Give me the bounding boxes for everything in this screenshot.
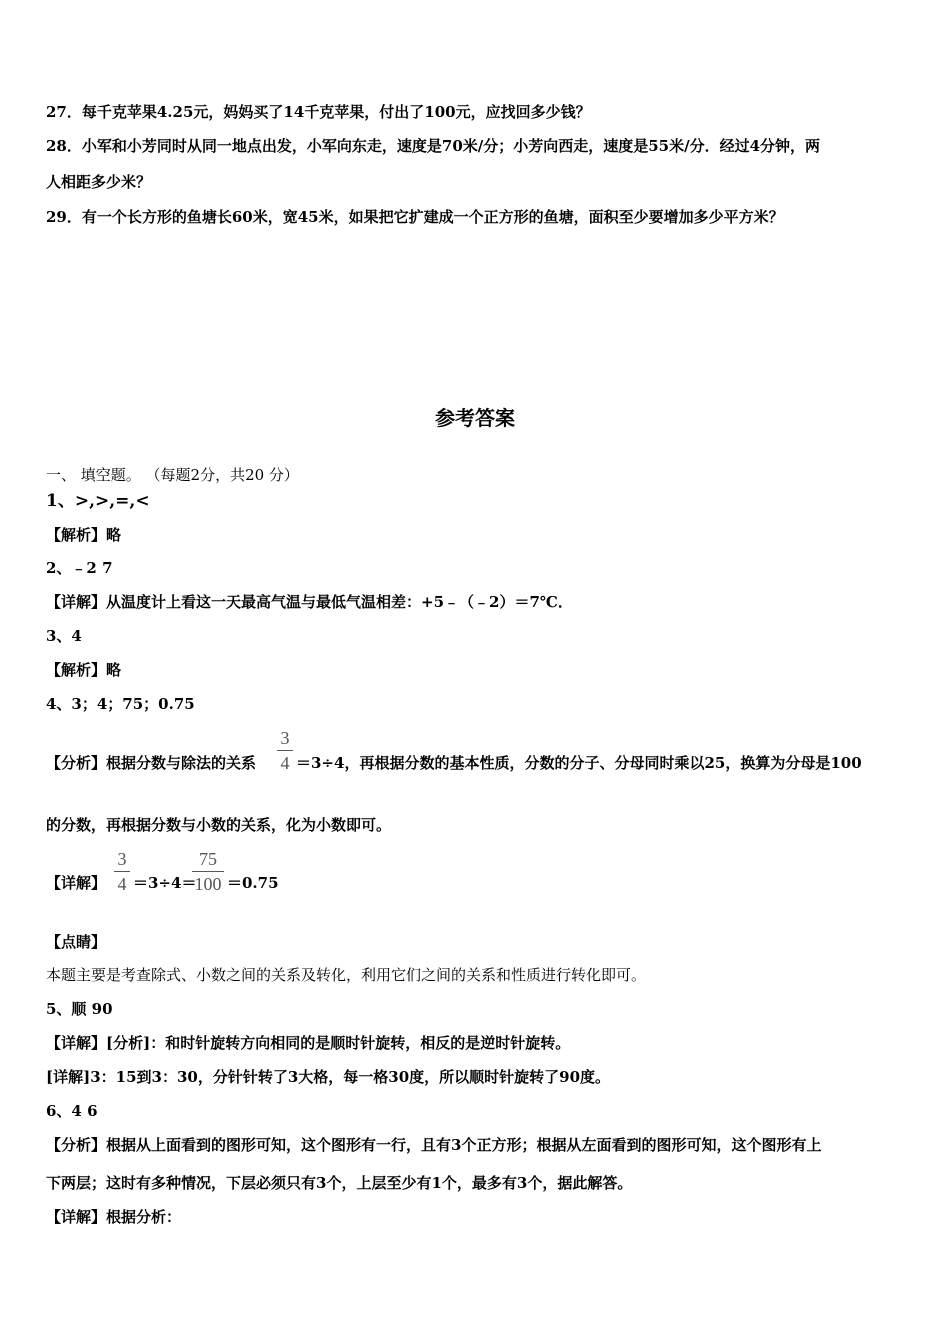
fraction-numerator: 3	[117, 849, 127, 869]
question-28: 28．小军和小芳同时从同一地点出发，小军向东走，速度是70米/分；小芳向西走，速度是55米/分．经过4分钟，两	[46, 137, 821, 155]
answer-6-analysis-1: 【分析】根据从上面看到的图形可知，这个图形有一行，且有3个正方形；根据从左面看到的图形可知，这个图形有上	[46, 1136, 822, 1154]
question-27: 27．每千克苹果4.25元，妈妈买了14千克苹果，付出了100元，应找回多少钱？	[46, 103, 591, 121]
fraction-denominator: 100	[194, 874, 222, 894]
answer-6: 6、4 6	[46, 1102, 98, 1120]
question-29: 29．有一个长方形的鱼塘长60米，宽45米，如果把它扩建成一个正方形的鱼塘，面积至少要增加多少平方米？	[46, 208, 784, 226]
fraction-numerator: 3	[280, 728, 290, 748]
answer-5-detail-2: [详解]3：15到3：30，分针针转了3大格，每一格30度，所以顺时针旋转了90度。	[46, 1068, 611, 1086]
answer-4-detail-suffix: ＝0.75	[227, 874, 279, 892]
answer-4-analysis-prefix: 【分析】根据分数与除法的关系	[46, 754, 257, 772]
answer-3: 3、4	[46, 627, 82, 645]
answer-3-analysis: 【解析】略	[46, 661, 122, 679]
answer-4-point-label: 【点睛】	[46, 933, 107, 951]
answer-4-detail-mid: ＝3÷4＝	[133, 874, 197, 892]
answer-5-detail-1: 【详解】[分析]：和时针旋转方向相同的是顺时针旋转，相反的是逆时针旋转。	[46, 1034, 571, 1052]
answer-4: 4、3；4；75；0.75	[46, 695, 195, 713]
answer-5: 5、顺 90	[46, 1000, 113, 1018]
answer-6-detail: 【详解】根据分析：	[46, 1208, 182, 1226]
fraction-denominator: 4	[117, 874, 127, 894]
answer-6-analysis-2: 下两层；这时有多种情况，下层必须只有3个，上层至少有1个，最多有3个，据此解答。	[46, 1174, 633, 1192]
answer-4-detail-prefix: 【详解】	[46, 874, 107, 892]
answer-2: 2、﹣2 7	[46, 559, 113, 577]
fraction-bar	[114, 871, 130, 872]
answer-4-analysis-cont: 的分数，再根据分数与小数的关系，化为小数即可。	[46, 816, 392, 834]
answer-4-point-text: 本题主要是考查除式、小数之间的关系及转化，利用它们之间的关系和性质进行转化即可。	[46, 966, 647, 984]
fraction-numerator: 75	[199, 849, 217, 869]
fraction-3-4	[277, 727, 293, 774]
fraction-denominator: 4	[280, 753, 290, 773]
question-28-cont: 人相距多少米？	[46, 173, 152, 191]
fraction-75-100	[192, 848, 224, 895]
answer-1: 1、>,>,=,<	[46, 491, 150, 511]
answer-title: 参考答案	[435, 406, 515, 430]
answer-4-analysis-suffix: ＝3÷4，再根据分数的基本性质，分数的分子、分母同时乘以25，换算为分母是100	[296, 754, 862, 772]
fraction-3-4-detail	[114, 848, 130, 895]
fraction-bar	[277, 750, 293, 751]
section-header: 一、 填空题。 （每题2分，共20 分）	[46, 466, 299, 484]
fraction-bar	[192, 871, 224, 872]
answer-1-analysis: 【解析】略	[46, 526, 122, 544]
answer-2-detail: 【详解】从温度计上看这一天最高气温与最低气温相差：+5﹣（﹣2）＝7℃．	[46, 593, 573, 611]
